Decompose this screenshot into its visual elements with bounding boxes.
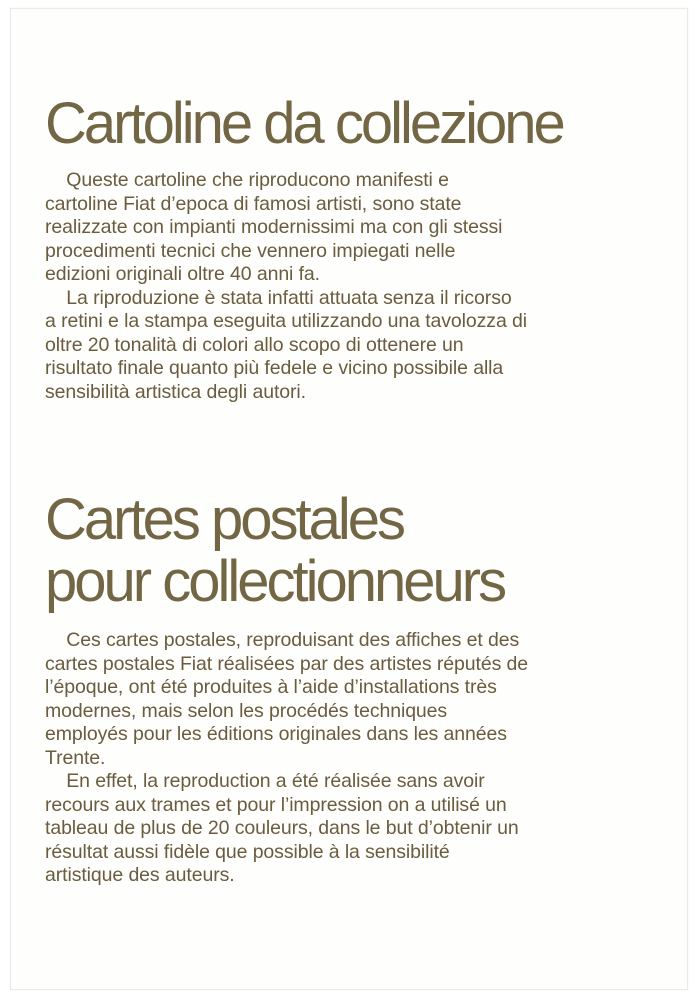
text-line: Trente. xyxy=(45,746,106,769)
text-line: tableau de plus de 20 couleurs, dans le but d’obtenir un xyxy=(45,817,519,839)
text-line: La riproduzione è stata infatti attuata senza il ricorso xyxy=(45,286,512,309)
french-title-line-1: Cartes postales xyxy=(45,487,403,552)
french-title xyxy=(45,489,665,613)
text-line: cartoline Fiat d’epoca di famosi artisti, sono state xyxy=(45,192,462,215)
postcard-sheet xyxy=(10,8,688,990)
french-title-line-2: pour collectionneurs xyxy=(45,549,505,614)
text-line: Ces cartes postales, reproduisant des affiches et des xyxy=(45,629,520,651)
text-line: sensibilità artistica degli autori. xyxy=(45,380,306,403)
text-line: risultato finale quanto più fedele e vicino possibile alla xyxy=(45,357,504,379)
text-line: Queste cartoline che riproducono manifesti e xyxy=(45,169,449,191)
text-line: realizzate con impianti modernissimi ma con gli stessi xyxy=(45,216,503,238)
italian-paragraph-1 xyxy=(45,169,665,287)
italian-paragraph-2 xyxy=(45,287,665,405)
french-paragraph-1 xyxy=(45,629,665,770)
text-line: edizioni originali oltre 40 anni fa. xyxy=(45,263,320,285)
text-line: employés pour les éditions originales dans les années xyxy=(45,723,507,745)
text-line: résultat aussi fidèle que possible à la sensibilité xyxy=(45,840,450,863)
text-line: a retini e la stampa eseguita utilizzando una tavolozza di xyxy=(45,310,527,332)
text-line: modernes, mais selon les procédés techniques xyxy=(45,699,448,722)
italian-title-text: Cartoline da collezione xyxy=(45,91,563,156)
text-line: l’époque, ont été produites à l’aide d’installations très xyxy=(45,676,497,698)
text-line: cartes postales Fiat réalisées par des artistes réputés de xyxy=(45,652,529,675)
text-line: recours aux trames et pour l’impression on a utilisé un xyxy=(45,793,507,816)
french-section xyxy=(45,489,665,888)
text-line: procedimenti tecnici che vennero impiegati nelle xyxy=(45,239,456,262)
italian-title xyxy=(45,93,665,155)
italian-section xyxy=(45,93,665,404)
text-line: oltre 20 tonalità di colori allo scopo di ottenere un xyxy=(45,333,464,356)
text-line: artistique des auteurs. xyxy=(45,864,235,886)
text-line: En effet, la reproduction a été réalisée sans avoir xyxy=(45,770,485,792)
french-paragraph-2 xyxy=(45,770,665,888)
